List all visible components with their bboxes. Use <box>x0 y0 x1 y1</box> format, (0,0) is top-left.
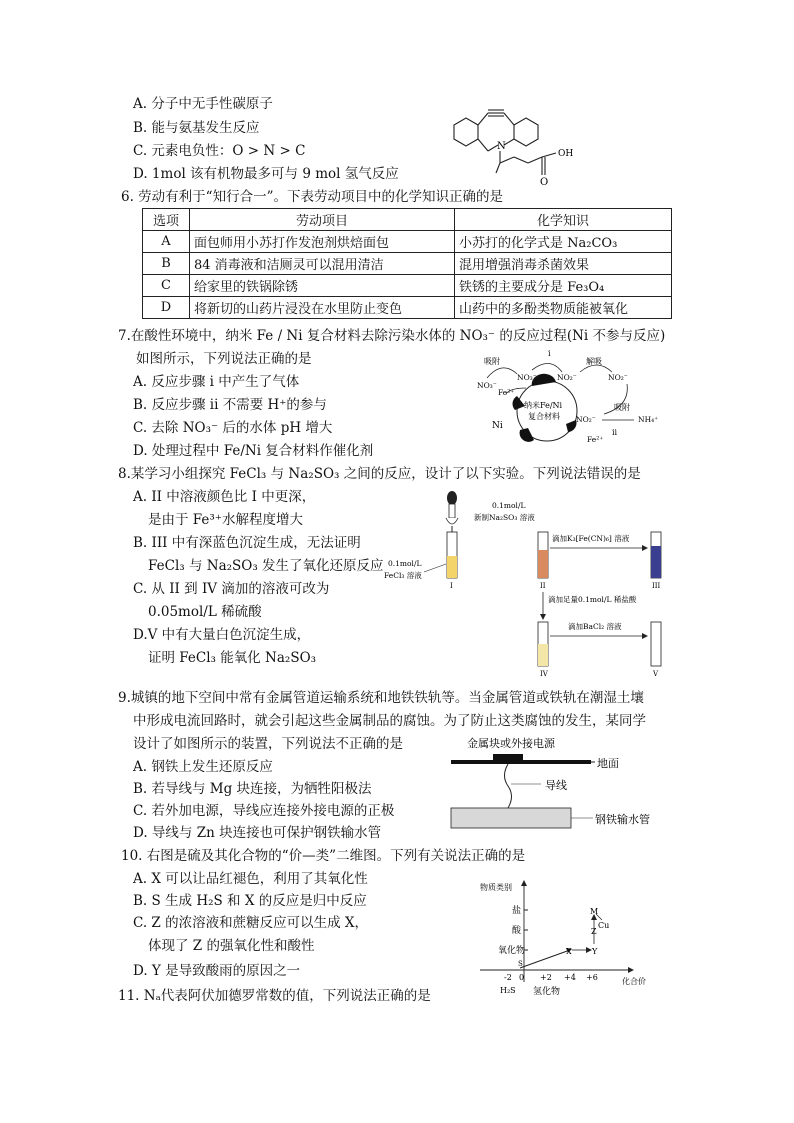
arrow-k3fecn6-label: 滴加K₃[Fe(CN)₆] 溶液 <box>552 534 630 543</box>
table-row <box>143 253 672 275</box>
fe2-label-b: Fe²⁺ <box>587 435 604 444</box>
table-cell: 84 消毒液和洁厕灵可以混用清洁 <box>190 253 455 275</box>
q10-option-c: C. Z 的浓溶液和蔗糖反应可以生成 X， <box>133 915 369 931</box>
table-cell: 小苏打的化学式是 Na₂CO₃ <box>455 231 672 253</box>
q8-option-c-cont: 0.05mol/L 稀硫酸 <box>148 604 262 620</box>
category-hydride: 氢化物 <box>533 987 561 996</box>
table-cell: 铁锈的主要成分是 Fe₃O₄ <box>455 275 672 297</box>
q8-option-d: D.V 中有大量白色沉淀生成， <box>133 627 311 643</box>
q8-option-a: A. II 中溶液颜色比 I 中更深， <box>133 489 316 505</box>
tube-v-label: V <box>653 670 659 678</box>
table-row <box>143 275 672 297</box>
q8-option-b-cont: FeCl₃ 与 Na₂SO₃ 发生了氧化还原反应 <box>148 558 384 574</box>
tick-plus4: +4 <box>564 973 576 982</box>
q5-molecule-structure <box>444 95 584 185</box>
arrow-bacl2-label: 滴加BaCl₂ 溶液 <box>568 622 622 631</box>
point-z-label: Z <box>591 927 597 936</box>
ground-label: 地面 <box>597 757 619 770</box>
ni-label: Ni <box>492 421 503 431</box>
tube-i-solution-label: FeCl₃ 溶液 <box>384 571 422 580</box>
tick-minus2: -2 <box>504 973 512 982</box>
q11-stem: 11. Nₐ代表阿伏加德罗常数的值，下列说法正确的是 <box>118 988 431 1004</box>
center-label-2: 复合材料 <box>528 412 560 421</box>
table-cell: A <box>143 231 190 253</box>
pipe-label: 钢铁输水管 <box>595 813 650 826</box>
q7-option-a: A. 反应步骤 i 中产生了气体 <box>133 374 300 390</box>
q5-option-a: A. 分子中无手性碳原子 <box>133 96 273 112</box>
q7-option-c: C. 去除 NO₃⁻ 后的水体 pH 增大 <box>133 420 333 436</box>
tube-iv-label: IV <box>540 670 548 678</box>
q10-option-d: D. Y 是导致酸雨的原因之一 <box>133 963 301 979</box>
q8-option-b: B. III 中有深蓝色沉淀生成，无法证明 <box>133 535 361 551</box>
category-acid: 酸 <box>512 926 522 936</box>
table-cell: 给家里的铁锅除锈 <box>190 275 455 297</box>
wire-label: 导线 <box>545 779 567 792</box>
q9-stem-line1: 9.城镇的地下空间中常有金属管道运输系统和地铁铁轨等。当金属管道或铁轨在潮湿土壤 <box>118 690 644 706</box>
q8-stem: 8.某学习小组探究 FeCl₃ 与 Na₂SO₃ 之间的反应，设计了以下实验。下列说法错误的是 <box>118 466 641 482</box>
table-row <box>143 297 672 319</box>
center-label-1: 纳米Fe/Ni <box>524 401 563 410</box>
q7-stem-line1: 7.在酸性环境中，纳米 Fe / Ni 复合材料去除污染水体的 NO₃⁻ 的反应过程(Ni 不参与反应) <box>118 328 666 344</box>
category-oxide: 氧化物 <box>498 946 526 956</box>
table-cell: 面包师用小苏打作发泡剂烘焙面包 <box>190 231 455 253</box>
y-axis-label: 物质类别 <box>480 883 512 892</box>
table-header-cell: 选项 <box>143 209 190 231</box>
q10-stem: 10. 右图是硫及其化合物的“价—类”二维图。下列有关说法正确的是 <box>121 848 526 864</box>
point-x-label: X <box>566 947 572 956</box>
adsorb2-label: 吸附 <box>614 403 630 412</box>
q9-option-c: C. 若外加电源，导线应连接外接电源的正极 <box>133 803 395 819</box>
q7-option-d: D. 处理过程中 Fe/Ni 复合材料作催化剂 <box>133 443 374 459</box>
q10-option-c-cont: 体现了 Z 的强氧化性和酸性 <box>148 938 315 954</box>
q6-stem: 6. 劳动有利于“知行合一”。下表劳动项目中的化学知识正确的是 <box>121 189 503 205</box>
table-cell: B <box>143 253 190 275</box>
q9-option-a: A. 钢铁上发生还原反应 <box>133 759 273 775</box>
table-cell: C <box>143 275 190 297</box>
q5-option-d: D. 1mol 该有机物最多可与 9 mol 氢气反应 <box>133 166 399 182</box>
nitrogen-label: N <box>497 141 506 152</box>
q7-stem-line2: 如图所示，下列说法正确的是 <box>136 351 312 367</box>
table-cell: 将新切的山药片浸没在水里防止变色 <box>190 297 455 319</box>
tube-iii-label: III <box>652 582 661 590</box>
point-s-label: S <box>518 960 523 968</box>
tube-ii-label: II <box>540 582 546 590</box>
no2-label-a: NO₂⁻ <box>557 373 577 382</box>
q8-option-a-cont: 是由于 Fe³⁺水解程度增大 <box>148 512 303 528</box>
q6-table <box>142 208 672 319</box>
table-row <box>143 231 672 253</box>
dropper-label-1: 0.1mol/L <box>492 501 526 510</box>
tick-0: 0 <box>519 973 525 982</box>
no3-label: NO₃⁻ <box>477 381 497 390</box>
table-cell: 混用增强消毒杀菌效果 <box>455 253 672 275</box>
oh-label: OH <box>558 149 574 159</box>
table-header-cell: 化学知识 <box>455 209 672 231</box>
q5-option-c: C. 元素电负性：O > N > C <box>133 143 306 159</box>
q8-option-c: C. 从 II 到 IV 滴加的溶液可改为 <box>133 581 330 597</box>
desorb-label: 解吸 <box>586 357 602 366</box>
fe2-label-a: Fe²⁺ <box>498 388 515 397</box>
q9-option-b: B. 若导线与 Mg 块连接，为牺牲阳极法 <box>133 781 372 797</box>
q9-pipe-protection-diagram <box>445 734 675 834</box>
dropper-label-2: 新制Na₂SO₃ 溶液 <box>474 513 535 522</box>
q10-option-a: A. X 可以让品红褪色，利用了其氧化性 <box>133 871 368 887</box>
nh4-label: NH₄⁺ <box>638 415 659 424</box>
point-y-label: Y <box>592 947 598 956</box>
q9-stem-line3: 设计了如图所示的装置，下列说法不正确的是 <box>133 736 403 752</box>
table-header-row <box>143 209 672 231</box>
table-cell: D <box>143 297 190 319</box>
no2-label-b: NO₂⁻ <box>608 373 628 382</box>
no3-adsorbed-label: NO₃⁻ <box>517 373 537 382</box>
table-header-cell: 劳动项目 <box>190 209 455 231</box>
q8-experiment-diagram <box>380 488 680 680</box>
tick-plus6: +6 <box>586 973 598 982</box>
q10-option-b: B. S 生成 H₂S 和 X 的反应是归中反应 <box>133 893 367 909</box>
no2-label-c: NO₂⁻ <box>576 415 596 424</box>
x-axis-label: 化合价 <box>622 977 646 986</box>
adsorb-label: 吸附 <box>484 357 500 366</box>
metal-block-label: 金属块或外接电源 <box>467 737 555 750</box>
q5-option-b: B. 能与氨基发生反应 <box>133 120 260 136</box>
category-salt: 盐 <box>512 906 522 916</box>
point-h2s-label: H₂S <box>500 986 516 995</box>
arrow-hcl-label: 滴加足量0.1mol/L 稀盐酸 <box>548 595 637 604</box>
tube-i-conc-label: 0.1mol/L <box>388 559 422 568</box>
q9-option-d: D. 导线与 Zn 块连接也可保护钢铁输水管 <box>133 825 382 841</box>
tick-plus2: +2 <box>540 973 552 982</box>
point-m-label: M <box>590 907 599 916</box>
table-cell: 山药中的多酚类物质能被氧化 <box>455 297 672 319</box>
step-i-label: i <box>548 349 551 358</box>
q7-reaction-diagram <box>462 348 692 448</box>
step-ii-label: ii <box>612 428 618 437</box>
q8-option-d-cont: 证明 FeCl₃ 能氧化 Na₂SO₃ <box>148 650 317 666</box>
q7-option-b: B. 反应步骤 ii 不需要 H⁺的参与 <box>133 397 327 413</box>
carbonyl-o-label: O <box>540 177 549 185</box>
q9-stem-line2: 中形成电流回路时，就会引起这些金属制品的腐蚀。为了防止这类腐蚀的发生，某同学 <box>133 713 646 729</box>
q10-valence-class-diagram <box>470 872 670 996</box>
cu-label: Cu <box>598 921 610 930</box>
tube-i-label: I <box>450 582 453 590</box>
